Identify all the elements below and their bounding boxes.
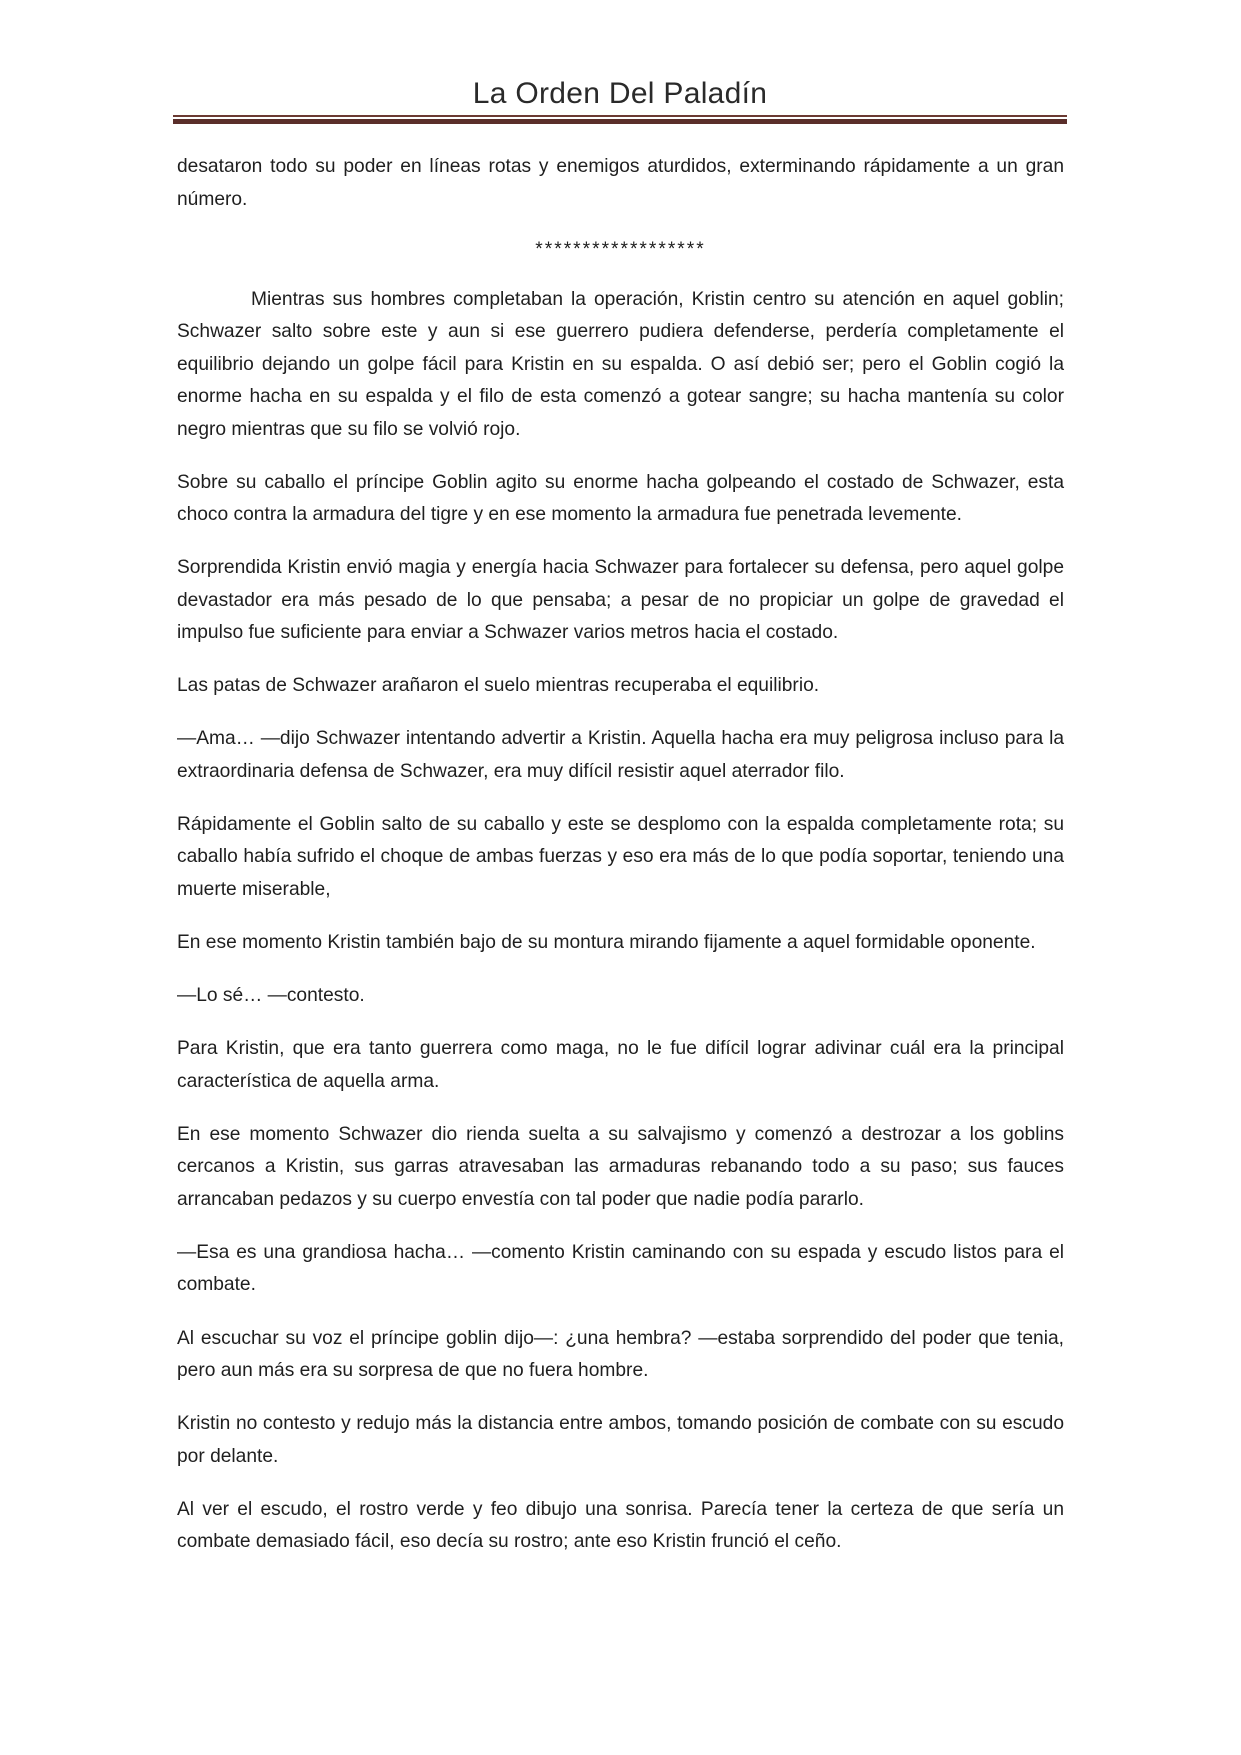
- section-separator: ******************: [535, 239, 706, 260]
- paragraph: Sorprendida Kristin envió magia y energía hacia Schwazer para fortalecer su defensa, pero aquel golpe devastador era más pesado de lo que pensaba; a pesar de no propiciar un golpe de gravedad el impulso fue suficiente para enviar a Schwazer varios metros hacia el costado.: [177, 557, 1064, 644]
- paragraph: Rápidamente el Goblin salto de su caballo y este se desplomo con la espalda completamente rota; su caballo había sufrido el choque de ambas fuerzas y eso era más de lo que podía soportar, teniendo una muerte miserable,: [177, 813, 1064, 900]
- paragraph: En ese momento Schwazer dio rienda suelta a su salvajismo y comenzó a destrozar a los goblins cercanos a Kristin, sus garras atravesaban las armaduras rebanando todo a su paso; sus fauces arrancaban pedazos y su cuerpo envestía con tal poder que nadie podía pararlo.: [177, 1123, 1064, 1210]
- paragraph: desataron todo su poder en líneas rotas y enemigos aturdidos, exterminando rápidamente a un gran número.: [177, 156, 1064, 210]
- paragraph: Para Kristin, que era tanto guerrera como maga, no le fue difícil lograr adivinar cuál era la principal característica de aquella arma.: [177, 1038, 1064, 1092]
- paragraph: Kristin no contesto y redujo más la distancia entre ambos, tomando posición de combate con su escudo por delante.: [177, 1413, 1064, 1467]
- header-rule-thick: [173, 119, 1067, 124]
- header-rule-thin: [173, 115, 1067, 117]
- paragraph: —Esa es una grandiosa hacha… —comento Kristin caminando con su espada y escudo listos para el combate.: [177, 1241, 1064, 1296]
- paragraph: Sobre su caballo el príncipe Goblin agito su enorme hacha golpeando el costado de Schwazer, esta choco contra la armadura del tigre y en ese momento la armadura fue penetrada levemente.: [177, 471, 1064, 526]
- paragraph: Al escuchar su voz el príncipe goblin dijo—: ¿una hembra? —estaba sorprendido del poder que tenia, pero aun más era su sorpresa de que no fuera hombre.: [177, 1327, 1064, 1382]
- paragraph: Al ver el escudo, el rostro verde y feo dibujo una sonrisa. Parecía tener la certeza de que sería un combate demasiado fácil, eso decía su rostro; ante eso Kristin frunció el ceño.: [177, 1498, 1064, 1553]
- paragraph: —Lo sé… —contesto.: [177, 985, 365, 1007]
- paragraph: En ese momento Kristin también bajo de su montura mirando fijamente a aquel formidable oponente.: [177, 932, 1036, 954]
- paragraph: Las patas de Schwazer arañaron el suelo mientras recuperaba el equilibrio.: [177, 675, 820, 697]
- paragraph: Mientras sus hombres completaban la operación, Kristin centro su atención en aquel goblin; Schwazer salto sobre este y aun si ese guerrero pudiera defenderse, perdería completamente el equilibrio dejando un golpe fácil para Kristin en su espalda. O así debió ser; pero el Goblin cogió la enorme hacha en su espalda y el filo de esta comenzó a gotear sangre; su hacha mantenía su color negro mientras que su filo se volvió rojo.: [177, 288, 1064, 440]
- body-text: [177, 151, 1064, 1579]
- paragraph: —Ama… —dijo Schwazer intentando advertir a Kristin. Aquella hacha era muy peligrosa incluso para la extraordinaria defensa de Schwazer, era muy difícil resistir aquel aterrador filo.: [177, 728, 1064, 782]
- running-header-title: La Orden Del Paladín: [472, 77, 768, 110]
